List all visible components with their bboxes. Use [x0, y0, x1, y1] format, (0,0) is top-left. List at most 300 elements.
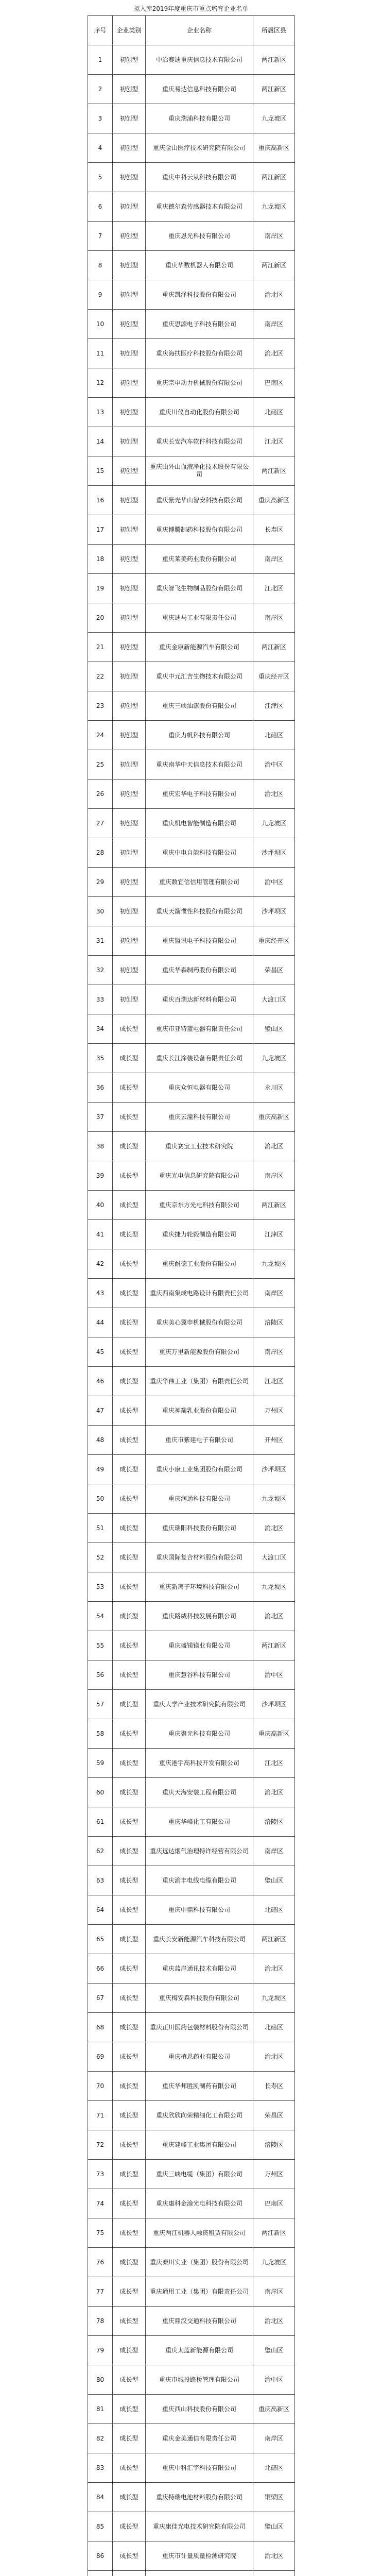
cell-district: 南岸区 — [253, 1337, 295, 1367]
cell-district — [253, 2571, 295, 2576]
cell-no: 23 — [88, 691, 113, 721]
cell-name: 重庆捷力轮毂制造有限公司 — [146, 1220, 253, 1249]
cell-no: 30 — [88, 897, 113, 926]
cell-name: 重庆迪马工业有限责任公司 — [146, 603, 253, 633]
table-row — [88, 1837, 295, 1866]
table-row — [88, 897, 295, 926]
cell-category: 成长型 — [113, 1690, 146, 1719]
table-row — [88, 1631, 295, 1660]
cell-category: 初创型 — [113, 868, 146, 897]
cell-no: 11 — [88, 339, 113, 368]
cell-category: 成长型 — [113, 2160, 146, 2189]
cell-no: 70 — [88, 2072, 113, 2101]
cell-category: 成长型 — [113, 1484, 146, 1514]
cell-category: 成长型 — [113, 1103, 146, 1132]
cell-district: 重庆高新区 — [253, 486, 295, 515]
table-row — [88, 2101, 295, 2130]
cell-no: 37 — [88, 1103, 113, 1132]
table-row — [88, 368, 295, 398]
cell-name: 重庆紫光华山智安科技有限公司 — [146, 486, 253, 515]
cell-name: 重庆天海安装工程有限公司 — [146, 1778, 253, 1807]
cell-category: 初创型 — [113, 75, 146, 104]
cell-name: 重庆华邦胜凯制药有限公司 — [146, 2072, 253, 2101]
cell-no: 32 — [88, 956, 113, 985]
table-row — [88, 2395, 295, 2424]
cell-category: 成长型 — [113, 1602, 146, 1631]
table-row — [88, 1602, 295, 1631]
cell-no: 47 — [88, 1396, 113, 1426]
cell-no: 68 — [88, 2013, 113, 2042]
cell-name: 重庆通用工业（集团）有限责任公司 — [146, 2277, 253, 2307]
cell-name: 重庆耐德工业股份有限公司 — [146, 1249, 253, 1279]
cell-no: 26 — [88, 779, 113, 809]
cell-category: 初创型 — [113, 956, 146, 985]
cell-no: 1 — [88, 45, 113, 75]
cell-category: 初创型 — [113, 486, 146, 515]
cell-category: 成长型 — [113, 1191, 146, 1220]
cell-name: 重庆众恒电器有限公司 — [146, 1073, 253, 1103]
table-row — [88, 1484, 295, 1514]
cell-name: 重庆华森制药股份有限公司 — [146, 956, 253, 985]
cell-district: 长寿区 — [253, 515, 295, 545]
cell-no: 33 — [88, 985, 113, 1014]
cell-no: 31 — [88, 926, 113, 956]
cell-district: 渝北区 — [253, 1602, 295, 1631]
cell-district: 渝中区 — [253, 2365, 295, 2395]
cell-category: 成长型 — [113, 1572, 146, 1602]
cell-no: 36 — [88, 1073, 113, 1103]
cell-name: 重庆新离子环境科技有限公司 — [146, 1572, 253, 1602]
table-row — [88, 1191, 295, 1220]
table-row — [88, 2160, 295, 2189]
cell-no: 29 — [88, 868, 113, 897]
cell-category: 成长型 — [113, 2042, 146, 2072]
cell-category: 成长型 — [113, 1660, 146, 1690]
cell-category: 初创型 — [113, 545, 146, 574]
table-row — [88, 1749, 295, 1778]
table-row — [88, 1279, 295, 1308]
cell-name: 重庆市紫建电子有限公司 — [146, 1426, 253, 1455]
cell-no: 76 — [88, 2248, 113, 2277]
cell-category: 初创型 — [113, 192, 146, 222]
cell-category: 成长型 — [113, 1514, 146, 1543]
cell-name: 重庆天箭惯性科技股份有限公司 — [146, 897, 253, 926]
cell-no: 61 — [88, 1807, 113, 1837]
enterprise-table — [88, 15, 295, 2576]
header-category: 企业类别 — [113, 16, 146, 45]
cell-name: 重庆机电智能制造有限公司 — [146, 809, 253, 838]
table-row — [88, 515, 295, 545]
cell-category: 成长型 — [113, 2013, 146, 2042]
cell-no: 71 — [88, 2101, 113, 2130]
cell-name: 重庆鼎汉交通科技有限公司 — [146, 2307, 253, 2336]
cell-name: 重庆中鼎科技有限公司 — [146, 1895, 253, 1925]
cell-district: 九龙坡区 — [253, 192, 295, 222]
cell-category: 初创型 — [113, 133, 146, 163]
cell-name: 重庆两江机器人融资租赁有限公司 — [146, 2218, 253, 2248]
cell-name: 重庆神箭乳业股份有限公司 — [146, 1396, 253, 1426]
cell-name: 重庆易达信息科技有限公司 — [146, 75, 253, 104]
cell-category: 成长型 — [113, 1866, 146, 1895]
cell-no: 85 — [88, 2512, 113, 2541]
cell-district: 两江新区 — [253, 1631, 295, 1660]
cell-no: 15 — [88, 456, 113, 486]
cell-no: 48 — [88, 1426, 113, 1455]
cell-district: 大渡口区 — [253, 1543, 295, 1572]
cell-category: 成长型 — [113, 2072, 146, 2101]
cell-category: 成长型 — [113, 1778, 146, 1807]
table-row — [88, 2189, 295, 2218]
cell-no: 84 — [88, 2483, 113, 2512]
cell-no: 62 — [88, 1837, 113, 1866]
cell-district: 北碚区 — [253, 2453, 295, 2483]
cell-category: 成长型 — [113, 2218, 146, 2248]
cell-district: 南岸区 — [253, 1837, 295, 1866]
cell-no: 58 — [88, 1719, 113, 1749]
cell-no: 49 — [88, 1455, 113, 1484]
cell-category: 初创型 — [113, 280, 146, 310]
cell-district: 沙坪坝区 — [253, 1455, 295, 1484]
cell-category: 成长型 — [113, 1044, 146, 1073]
table-row — [88, 1367, 295, 1396]
cell-no: 67 — [88, 1984, 113, 2013]
cell-name: 重庆正川医药包装材料股份有限公司 — [146, 2013, 253, 2042]
cell-district: 两江新区 — [253, 251, 295, 280]
cell-name: 重庆凯泽科技股份有限公司 — [146, 280, 253, 310]
table-row — [88, 1543, 295, 1572]
cell-category: 成长型 — [113, 2189, 146, 2218]
table-row — [88, 427, 295, 456]
cell-name: 重庆德尔森传感器技术有限公司 — [146, 192, 253, 222]
table-row — [88, 1337, 295, 1367]
table-row — [88, 633, 295, 662]
table-row — [88, 545, 295, 574]
cell-name: 重庆博腾制药科技股份有限公司 — [146, 515, 253, 545]
cell-no: 14 — [88, 427, 113, 456]
cell-district: 南岸区 — [253, 1161, 295, 1191]
table-row — [88, 2072, 295, 2101]
cell-category: 初创型 — [113, 779, 146, 809]
cell-name: 重庆润通科技有限公司 — [146, 1484, 253, 1514]
table-row — [88, 1778, 295, 1807]
cell-category: 初创型 — [113, 45, 146, 75]
cell-category: 初创型 — [113, 691, 146, 721]
cell-name: 重庆惠科金渝光电科技有限公司 — [146, 2189, 253, 2218]
cell-name: 重庆京东方光电科技有限公司 — [146, 1191, 253, 1220]
cell-no: 38 — [88, 1132, 113, 1161]
cell-category: 成长型 — [113, 2248, 146, 2277]
cell-district: 江津区 — [253, 1220, 295, 1249]
cell-district: 渝北区 — [253, 280, 295, 310]
cell-no: 52 — [88, 1543, 113, 1572]
cell-no: 55 — [88, 1631, 113, 1660]
cell-no: 16 — [88, 486, 113, 515]
page-title: 拟入库2019年度重庆市重点培育企业名单 — [133, 5, 249, 12]
cell-category: 成长型 — [113, 1719, 146, 1749]
cell-district: 渝中区 — [253, 868, 295, 897]
table-row — [88, 280, 295, 310]
cell-name: 重庆万里新能源股份有限公司 — [146, 1337, 253, 1367]
table-row — [88, 2512, 295, 2541]
cell-district: 九龙坡区 — [253, 1572, 295, 1602]
cell-district: 九龙坡区 — [253, 809, 295, 838]
table-row — [88, 1455, 295, 1484]
cell-district: 两江新区 — [253, 1925, 295, 1954]
cell-no: 18 — [88, 545, 113, 574]
cell-name: 重庆盛镁镁业有限公司 — [146, 1631, 253, 1660]
cell-category: 成长型 — [113, 2277, 146, 2307]
table-row — [88, 750, 295, 779]
cell-no: 60 — [88, 1778, 113, 1807]
table-row — [88, 1308, 295, 1337]
cell-category: 初创型 — [113, 104, 146, 133]
table-row — [88, 2336, 295, 2365]
cell-name: 重庆中元汇吉生物技术有限公司 — [146, 662, 253, 691]
table-row — [88, 838, 295, 868]
cell-category: 初创型 — [113, 574, 146, 603]
cell-category: 初创型 — [113, 368, 146, 398]
table-row — [88, 2248, 295, 2277]
cell-no: 43 — [88, 1279, 113, 1308]
cell-district: 渝北区 — [253, 1132, 295, 1161]
cell-district: 沙坪坝区 — [253, 1690, 295, 1719]
cell-no: 35 — [88, 1044, 113, 1073]
cell-district: 南岸区 — [253, 1279, 295, 1308]
table-row — [88, 809, 295, 838]
cell-no: 66 — [88, 1954, 113, 1984]
cell-no: 51 — [88, 1514, 113, 1543]
table-row — [88, 192, 295, 222]
cell-name: 重庆长安新能源汽车科技有限公司 — [146, 1925, 253, 1954]
cell-name: 重庆宏华电子科技有限公司 — [146, 779, 253, 809]
cell-no: 17 — [88, 515, 113, 545]
cell-no: 86 — [88, 2541, 113, 2571]
table-row — [88, 1690, 295, 1719]
cell-district: 铜梁区 — [253, 2483, 295, 2512]
header-row — [88, 16, 295, 45]
cell-name: 重庆梅安森科技股份有限公司 — [146, 1984, 253, 2013]
cell-district: 沙坪坝区 — [253, 897, 295, 926]
cell-name: 重庆欣欣向荣精细化工有限公司 — [146, 2101, 253, 2130]
cell-no: 69 — [88, 2042, 113, 2072]
cell-name: 重庆川仪自动化股份有限公司 — [146, 398, 253, 427]
cell-category: 成长型 — [113, 2336, 146, 2365]
cell-name: 重庆莱美药业股份有限公司 — [146, 545, 253, 574]
table-row — [88, 2453, 295, 2483]
cell-category: 成长型 — [113, 1073, 146, 1103]
table-row — [88, 398, 295, 427]
cell-district: 渝北区 — [253, 779, 295, 809]
cell-no: 9 — [88, 280, 113, 310]
table-row — [88, 456, 295, 486]
cell-district: 江北区 — [253, 427, 295, 456]
table-row — [88, 251, 295, 280]
cell-category: 初创型 — [113, 515, 146, 545]
cell-no: 75 — [88, 2218, 113, 2248]
table-row — [88, 1220, 295, 1249]
cell-no: 65 — [88, 1925, 113, 1954]
cell-category: 初创型 — [113, 838, 146, 868]
cell-category: 成长型 — [113, 2424, 146, 2453]
cell-district: 巴南区 — [253, 2189, 295, 2218]
cell-name: 重庆植恩药业有限公司 — [146, 2042, 253, 2072]
cell-no: 41 — [88, 1220, 113, 1249]
cell-name: 重庆蓝岸通讯技术有限公司 — [146, 1954, 253, 1984]
cell-no: 27 — [88, 809, 113, 838]
cell-name: 重庆百瑞达新材料有限公司 — [146, 985, 253, 1014]
cell-no: 10 — [88, 310, 113, 339]
cell-name: 重庆美心翼申机械股份有限公司 — [146, 1308, 253, 1337]
table-row — [88, 222, 295, 251]
table-row — [88, 104, 295, 133]
table-row — [88, 1426, 295, 1455]
cell-district: 荣昌区 — [253, 956, 295, 985]
cell-no: 13 — [88, 398, 113, 427]
cell-name: 重庆市亚特蓝电器有限责任公司 — [146, 1014, 253, 1044]
cell-district: 荣昌区 — [253, 2101, 295, 2130]
cell-name: 重庆思源电子科技有限公司 — [146, 310, 253, 339]
cell-district: 万州区 — [253, 1396, 295, 1426]
cell-no: 4 — [88, 133, 113, 163]
table-row — [88, 2013, 295, 2042]
cell-district: 渝北区 — [253, 1954, 295, 1984]
cell-name: 重庆中电自能科技有限公司 — [146, 838, 253, 868]
cell-name: 重庆中科云从科技有限公司 — [146, 163, 253, 192]
cell-district: 江北区 — [253, 574, 295, 603]
cell-district: 重庆高新区 — [253, 1719, 295, 1749]
cell-name: 重庆金康新能源汽车有限公司 — [146, 633, 253, 662]
cell-district: 北碚区 — [253, 398, 295, 427]
cell-name: 重庆瑞浦科技有限公司 — [146, 104, 253, 133]
cell-district: 南岸区 — [253, 310, 295, 339]
table-row — [88, 1866, 295, 1895]
cell-category: 初创型 — [113, 603, 146, 633]
cell-category: 成长型 — [113, 1367, 146, 1396]
cell-category: 初创型 — [113, 721, 146, 750]
cell-name: 重庆聚光科技有限公司 — [146, 1719, 253, 1749]
cell-category: 初创型 — [113, 985, 146, 1014]
cell-name: 重庆赛宝工业技术研究院 — [146, 1132, 253, 1161]
cell-district: 万州区 — [253, 2160, 295, 2189]
cell-no: 79 — [88, 2336, 113, 2365]
cell-no: 54 — [88, 1602, 113, 1631]
cell-district: 南岸区 — [253, 222, 295, 251]
cell-district: 九龙坡区 — [253, 104, 295, 133]
cell-no: 72 — [88, 2130, 113, 2160]
cell-category: 初创型 — [113, 633, 146, 662]
table-row — [88, 1044, 295, 1073]
table-row — [88, 1514, 295, 1543]
cell-no: 12 — [88, 368, 113, 398]
cell-district: 大渡口区 — [253, 985, 295, 1014]
cell-district: 渝北区 — [253, 2541, 295, 2571]
cell-district: 涪陵区 — [253, 2130, 295, 2160]
cell-category: 成长型 — [113, 1895, 146, 1925]
cell-category: 成长型 — [113, 1631, 146, 1660]
cell-district: 南岸区 — [253, 2424, 295, 2453]
cell-district: 璧山区 — [253, 2512, 295, 2541]
cell-no: 73 — [88, 2160, 113, 2189]
cell-district: 璧山区 — [253, 2336, 295, 2365]
table-row — [88, 779, 295, 809]
cell-name: 重庆西南集成电路设计有限责任公司 — [146, 1279, 253, 1308]
cell-category: 成长型 — [113, 1954, 146, 1984]
cell-district: 两江新区 — [253, 1191, 295, 1220]
cell-name: 重庆恩光科技有限公司 — [146, 222, 253, 251]
cell-name: 重庆华伟工业（集团）有限责任公司 — [146, 1367, 253, 1396]
table-row — [88, 1954, 295, 1984]
cell-name: 重庆云潼科技有限公司 — [146, 1103, 253, 1132]
cell-no: 5 — [88, 163, 113, 192]
table-row — [88, 2424, 295, 2453]
cell-no: 80 — [88, 2365, 113, 2395]
table-row — [88, 2571, 295, 2576]
cell-category: 成长型 — [113, 2395, 146, 2424]
cell-name: 重庆金美通信有限责任公司 — [146, 2424, 253, 2453]
table-row — [88, 45, 295, 75]
cell-district: 九龙坡区 — [253, 1484, 295, 1514]
cell-name: 重庆山外山血液净化技术股份有限公司 — [146, 456, 253, 486]
cell-no: 2 — [88, 75, 113, 104]
cell-no: 21 — [88, 633, 113, 662]
table-body — [88, 45, 295, 2576]
cell-name: 重庆西山科技股份有限公司 — [146, 2395, 253, 2424]
cell-category: 成长型 — [113, 1132, 146, 1161]
cell-category: 成长型 — [113, 1396, 146, 1426]
cell-no: 39 — [88, 1161, 113, 1191]
cell-category: 成长型 — [113, 1337, 146, 1367]
cell-name: 重庆中科汇宇科技有限公司 — [146, 2453, 253, 2483]
cell-category: 初创型 — [113, 251, 146, 280]
cell-district: 九龙坡区 — [253, 2248, 295, 2277]
cell-name: 重庆力帆科技有限公司 — [146, 721, 253, 750]
cell-category: 成长型 — [113, 1925, 146, 1954]
table-row — [88, 2218, 295, 2248]
cell-no: 46 — [88, 1367, 113, 1396]
cell-category: 成长型 — [113, 1543, 146, 1572]
cell-no: 56 — [88, 1660, 113, 1690]
cell-district: 九龙坡区 — [253, 1249, 295, 1279]
cell-name: 重庆港宇高科技开发有限公司 — [146, 1749, 253, 1778]
cell-name: 重庆数宜信信用管理有限公司 — [146, 868, 253, 897]
cell-no: 7 — [88, 222, 113, 251]
header-name: 企业名称 — [146, 16, 253, 45]
table-row — [88, 868, 295, 897]
table-row — [88, 1925, 295, 1954]
cell-category: 初创型 — [113, 456, 146, 486]
table-row — [88, 2541, 295, 2571]
cell-district: 巴南区 — [253, 368, 295, 398]
cell-category: 初创型 — [113, 926, 146, 956]
cell-name: 中冶赛迪重庆信息技术有限公司 — [146, 45, 253, 75]
cell-no: 42 — [88, 1249, 113, 1279]
cell-district: 江北区 — [253, 1749, 295, 1778]
table-row — [88, 1161, 295, 1191]
cell-name: 重庆建峰工业集团有限公司 — [146, 2130, 253, 2160]
cell-no: 64 — [88, 1895, 113, 1925]
cell-district: 两江新区 — [253, 45, 295, 75]
table-row — [88, 1249, 295, 1279]
cell-district: 开州区 — [253, 1426, 295, 1455]
cell-category: 初创型 — [113, 339, 146, 368]
cell-name: 重庆盟讯电子科技有限公司 — [146, 926, 253, 956]
cell-category: 成长型 — [113, 1249, 146, 1279]
cell-category: 成长型 — [113, 1426, 146, 1455]
cell-name: 重庆秦川实业（集团）股份有限公司 — [146, 2248, 253, 2277]
cell-name: 重庆三峡电缆（集团）有限公司 — [146, 2160, 253, 2189]
cell-district: 渝北区 — [253, 2307, 295, 2336]
cell-district: 九龙坡区 — [253, 1044, 295, 1073]
